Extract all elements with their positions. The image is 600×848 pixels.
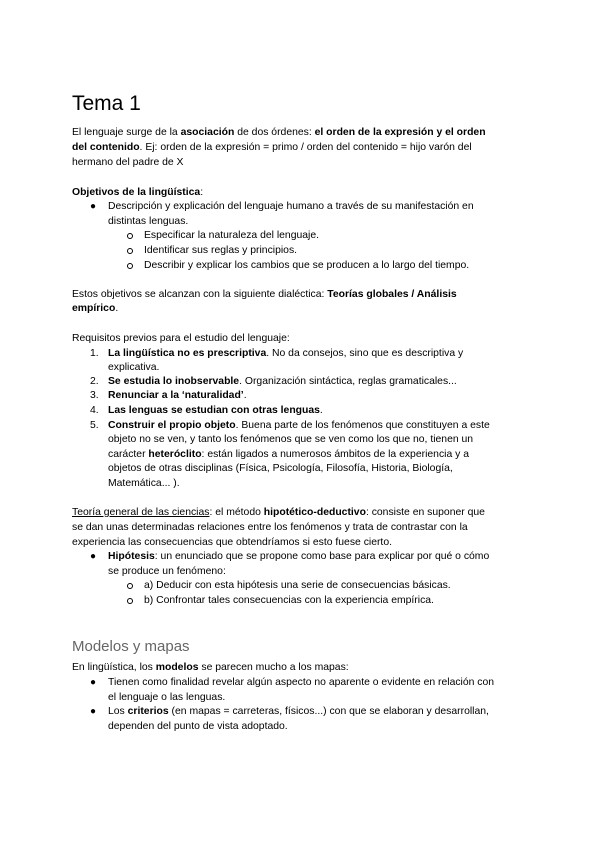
requisito-3 [108, 388, 247, 403]
text: . Ej: orden de la expresión = primo / orden del contenido = hijo varón del [139, 142, 472, 153]
circle-bullet-icon [127, 598, 133, 604]
bullet-icon: ● [90, 201, 97, 212]
bullet-icon: ● [90, 551, 97, 562]
bold-text: hipotético-deductivo [263, 507, 366, 518]
bullet-icon: ● [90, 677, 97, 688]
hipotesis-line-1 [108, 549, 489, 564]
text: : están ligados a numerosos ámbitos de la experiencia y a [201, 449, 469, 460]
bold-text: La lingüística no es prescriptiva [108, 348, 267, 359]
text: : el método [209, 507, 264, 518]
requisito-5-line-3 [108, 447, 469, 462]
bold-text: empírico [72, 303, 116, 314]
text: carácter [108, 449, 149, 460]
text: . Organización sintáctica, reglas gramaticales... [239, 376, 457, 387]
modelos-item-2-line-1 [108, 704, 489, 719]
modelos-item-1-line-2: el lenguaje o las lenguas. [108, 692, 226, 703]
bold-text: asociación [180, 127, 235, 138]
list-number: 2. [90, 376, 99, 387]
bold-text: Las lenguas se estudian con otras lenguas [108, 405, 320, 416]
text: El lenguaje surge de la [72, 127, 181, 138]
requisitos-heading: Requisitos previos para el estudio del lenguaje: [72, 333, 290, 344]
bold-text: Construir el propio objeto [108, 420, 236, 431]
intro-line-2 [72, 140, 472, 155]
bold-text: Hipótesis [108, 551, 155, 562]
requisito-5-line-2: objeto no se ven, y tanto los fenómenos que se ven como los que no, tienen un [108, 434, 474, 445]
circle-bullet-icon [127, 248, 133, 254]
text: Estos objetivos se alcanzan con la siguiente dialéctica: [72, 289, 328, 300]
circle-bullet-icon [127, 233, 133, 239]
underlined-text: Teoría general de las ciencias [72, 507, 210, 518]
bold-text: Teorías globales / Análisis [327, 289, 457, 300]
modelos-item-2-line-2: dependen del punto de vista adoptado. [108, 721, 288, 732]
hipotesis-line-2: se produce un fenómeno: [108, 566, 226, 577]
bold-text: Se estudia lo inobservable [108, 376, 240, 387]
requisito-2 [108, 374, 457, 389]
text: : [200, 187, 204, 198]
requisito-1 [108, 346, 463, 361]
list-number: 1. [90, 348, 99, 359]
bold-text: criterios [127, 706, 169, 717]
dialectica-line-2 [72, 301, 118, 316]
section-heading: Modelos y mapas [72, 638, 190, 655]
bold-text: Renunciar a la ‘naturalidad’ [108, 390, 244, 401]
hipotesis-subitem: a) Deducir con esta hipótesis una serie de consecuencias básicas. [144, 580, 451, 591]
text: . [243, 390, 247, 401]
list-number: 5. [90, 420, 99, 431]
objetivo-item-line-2: distintas lenguas. [108, 216, 189, 227]
bold-text: modelos [155, 662, 199, 673]
bold-text: heteróclito [148, 449, 202, 460]
requisito-5-line-5: Matemática... ). [108, 478, 180, 489]
text: : consiste en suponer que [365, 507, 485, 518]
dialectica-line-1 [72, 287, 457, 302]
bold-text: Objetivos de la lingüística [72, 187, 201, 198]
teoria-line-1 [72, 505, 485, 520]
page-title: Tema 1 [72, 92, 141, 115]
bold-text: el orden de la expresión y el orden [314, 127, 486, 138]
requisito-1-line-2: explicativa. [108, 362, 160, 373]
teoria-line-2: se dan unas determinadas relaciones entre los fenómenos y trata de contrastar con la [72, 522, 468, 533]
text: de dos órdenes: [234, 127, 315, 138]
bullet-icon: ● [90, 706, 97, 717]
objetivo-item-line-1: Descripción y explicación del lenguaje humano a través de su manifestación en [108, 201, 474, 212]
intro-line-1 [72, 125, 486, 140]
objetivo-subitem: Especificar la naturaleza del lenguaje. [144, 230, 320, 241]
modelos-item-1-line-1: Tienen como finalidad revelar algún aspecto no aparente o evidente en relación con [108, 677, 495, 688]
requisito-5-line-4: objetos de otras disciplinas (Física, Psicología, Filosofía, Historia, Biología, [108, 463, 453, 474]
modelos-intro [72, 660, 349, 675]
teoria-line-3: experiencia las consecuencias que obtendríamos si esto fuese cierto. [72, 537, 392, 548]
text: : un enunciado que se propone como base para explicar por qué o cómo [154, 551, 490, 562]
list-number: 3. [90, 390, 99, 401]
circle-bullet-icon [127, 263, 133, 269]
list-number: 4. [90, 405, 99, 416]
intro-line-3: hermano del padre de X [72, 157, 184, 168]
objetivo-subitem: Describir y explicar los cambios que se producen a lo largo del tiempo. [144, 260, 470, 271]
text: se parecen mucho a los mapas: [198, 662, 349, 673]
text: En lingüística, los [72, 662, 156, 673]
text: . Buena parte de los fenómenos que constituyen a este [235, 420, 490, 431]
text: . No da consejos, sino que es descriptiva y [266, 348, 464, 359]
requisito-4 [108, 403, 323, 418]
objetivo-subitem: Identificar sus reglas y principios. [144, 245, 298, 256]
requisito-5 [108, 418, 490, 433]
objetivos-heading [72, 185, 203, 200]
text: . [319, 405, 323, 416]
bold-text: del contenido [72, 142, 140, 153]
text: . [115, 303, 119, 314]
hipotesis-subitem: b) Confrontar tales consecuencias con la experiencia empírica. [144, 595, 434, 606]
text: Los [108, 706, 128, 717]
text: (en mapas = carreteras, físicos...) con que se elaboran y desarrollan, [168, 706, 489, 717]
circle-bullet-icon [127, 583, 133, 589]
